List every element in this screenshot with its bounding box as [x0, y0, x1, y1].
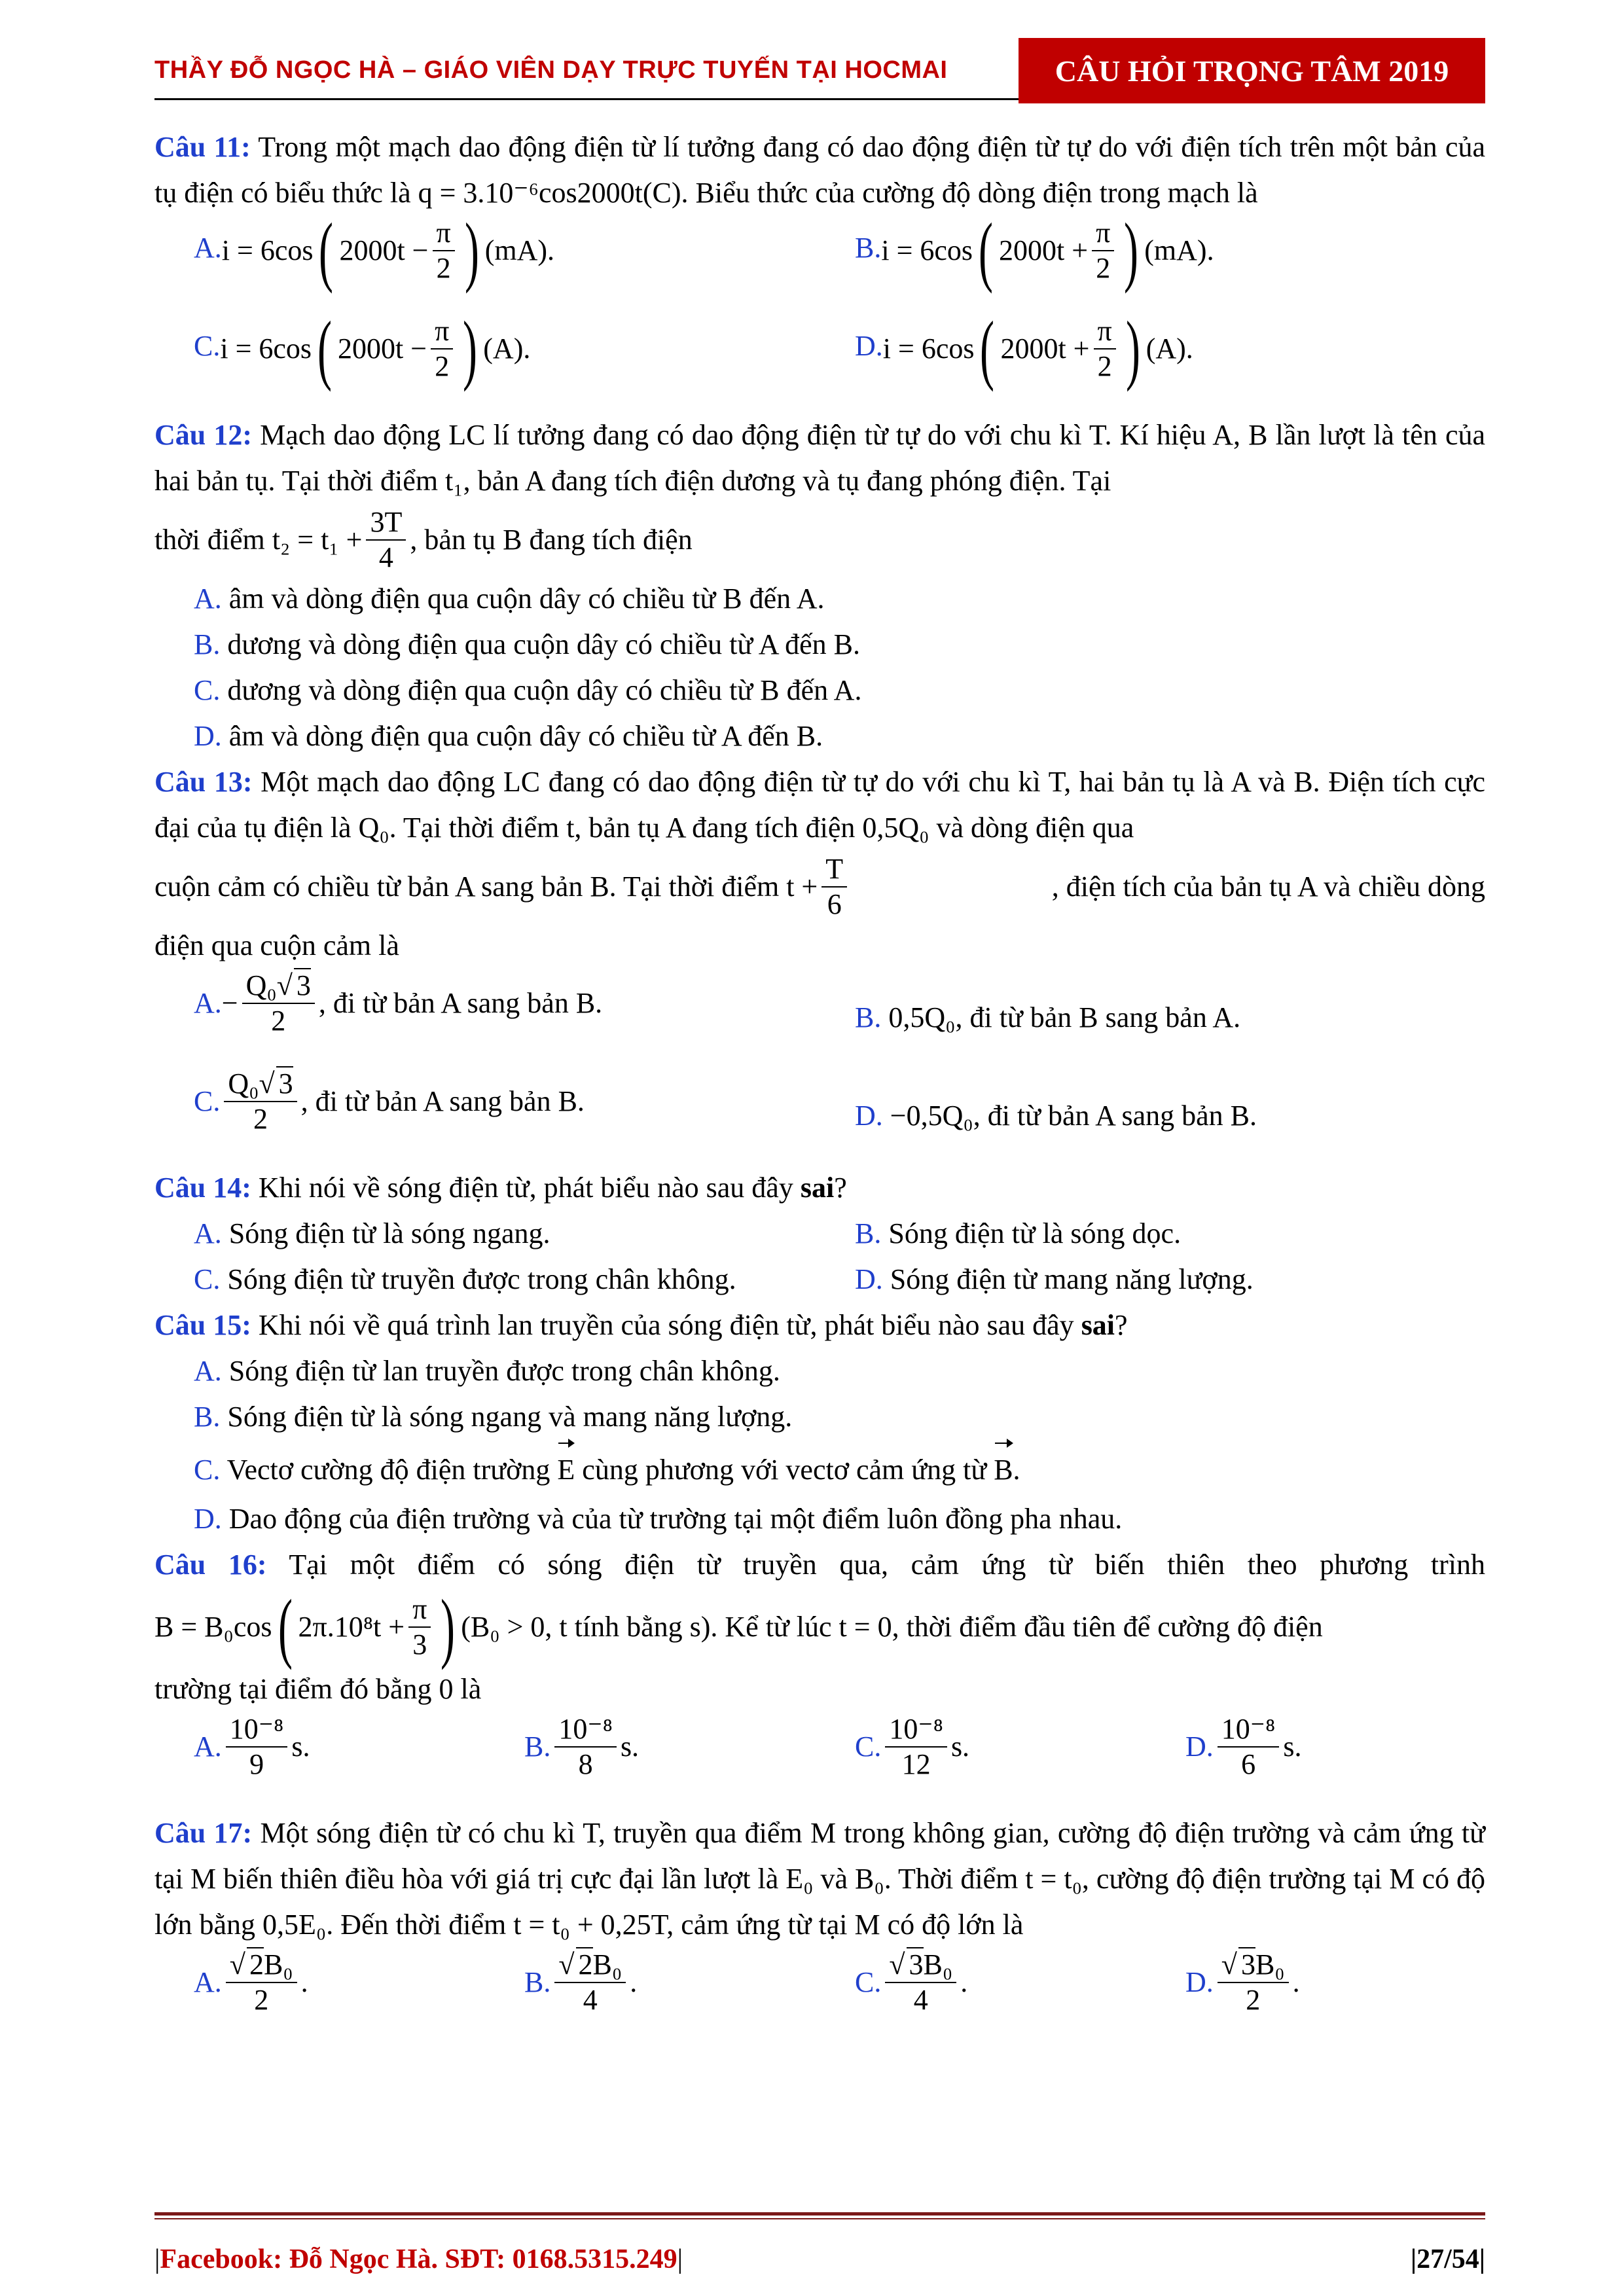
option-c — [154, 668, 1485, 713]
denominator: 4 — [378, 541, 393, 573]
paren-open: ( — [980, 305, 995, 392]
option-label: C. — [194, 1085, 221, 1117]
fraction — [1218, 1712, 1280, 1782]
option-text: Sóng điện từ mang năng lượng. — [882, 1263, 1254, 1295]
question-text: Trong một mạch dao động điện từ lí tưởng đang có dao động điện từ tự do với điện tích trên một bản của tụ điện có biểu thức là q = 3.10⁻⁶cos2000t(C). Biểu thức của cường độ dòng điện trong mạch là — [154, 131, 1485, 209]
option-d — [1185, 1712, 1301, 1782]
formula-end: . — [960, 1966, 968, 1998]
fraction — [1092, 216, 1114, 285]
question-14-stem — [154, 1165, 1485, 1211]
option-label: B. — [524, 1966, 551, 1998]
header-underline — [154, 98, 1019, 100]
option-label: C. — [194, 1454, 221, 1486]
question-text: , điện tích của bản tụ A và chiều dòng — [1051, 870, 1485, 903]
formula-end: . — [300, 1966, 308, 1998]
denominator: 3 — [412, 1628, 427, 1660]
paren-close: ) — [464, 207, 479, 294]
option-b — [855, 995, 1240, 1041]
numerator: 10⁻⁸ — [1218, 1712, 1280, 1748]
formula-end: . — [523, 332, 531, 365]
radicand: 3 — [907, 1947, 924, 1981]
numerator-part: B₀ — [923, 1948, 953, 1981]
denominator: 6 — [1241, 1748, 1256, 1780]
question-text: Một sóng điện từ có chu kì T, truyền qua điểm M trong không gian, cường độ điện trường và cảm ứng từ tại M biến thiên điều hòa với giá trị cực đại lần lượt là E₀ và B₀. Thời điểm t = t₀, cường độ điện trường tại M có độ lớn bằng 0,5E₀. Đến thời điểm t = t₀ + 0,25T, cảm ứng từ tại M có độ lớn là — [154, 1817, 1485, 1941]
option-label: C. — [194, 674, 221, 706]
question-text: trường tại điểm đó bằng 0 là — [154, 1673, 482, 1705]
numerator: π — [1094, 314, 1116, 350]
formula-end: . — [547, 234, 554, 266]
question-16-stem — [154, 1542, 1485, 1588]
formula-unit: (mA) — [484, 234, 547, 266]
paren-open: ( — [979, 207, 994, 294]
formula-text: cuộn cảm có chiều từ bản A sang bản B. Tại thời điểm t + — [154, 870, 818, 903]
numerator: 10⁻⁸ — [885, 1712, 947, 1748]
fraction — [885, 1712, 947, 1782]
option-b — [855, 1211, 1181, 1257]
denominator: 2 — [254, 1984, 269, 2016]
option-b — [524, 1712, 639, 1782]
numerator-part: B₀ — [1255, 1948, 1285, 1981]
question-text: ? — [834, 1172, 847, 1204]
footer-contact-text: Facebook: Đỗ Ngọc Hà. SĐT: 0168.5315.249 — [160, 2244, 677, 2274]
question-text: điện qua cuộn cảm là — [154, 929, 399, 961]
option-d — [855, 1093, 1257, 1139]
numerator: √ 3B₀ — [885, 1948, 956, 1983]
option-a — [194, 1948, 308, 2017]
formula-text: 2π.10⁸t + — [298, 1611, 405, 1643]
option-label: A. — [194, 1966, 222, 1998]
formula-text: 2000t − — [338, 332, 427, 365]
footer-separator: | — [1410, 2244, 1417, 2274]
formula-end: . — [1206, 234, 1214, 266]
question-label: Câu 16: — [154, 1549, 267, 1581]
fraction — [821, 852, 847, 922]
numerator: π — [433, 216, 455, 251]
option-unit: s. — [950, 1731, 970, 1763]
formula-unit: (A) — [1146, 332, 1186, 365]
denominator: 2 — [1097, 350, 1112, 382]
option-label: D. — [194, 720, 222, 752]
option-label: C. — [194, 1263, 221, 1295]
footer-contact — [154, 2244, 683, 2275]
fraction — [554, 1948, 626, 2017]
question-16-line2 — [154, 1583, 1485, 1670]
option-d — [154, 1496, 1485, 1542]
option-text: Sóng điện từ là sóng ngang. — [221, 1217, 550, 1249]
radicand: 2 — [247, 1947, 264, 1981]
footer-rule-thick — [154, 2212, 1485, 2215]
formula-text: B = B₀cos — [154, 1611, 272, 1643]
formula-sign: − — [221, 987, 238, 1019]
radicand: 2 — [576, 1947, 593, 1981]
question-label: Câu 17: — [154, 1817, 253, 1849]
question-12-line3 — [154, 504, 1485, 576]
footer-separator: | — [677, 2244, 683, 2274]
options-row — [154, 1948, 1485, 2046]
option-label: A. — [194, 583, 222, 615]
option-unit: s. — [1283, 1731, 1302, 1763]
formula-text: 2000t + — [1000, 332, 1090, 365]
option-d — [1185, 1948, 1300, 2017]
radicand: 3 — [1238, 1947, 1255, 1981]
option-label: A. — [194, 1355, 222, 1387]
option-b — [855, 207, 1214, 294]
emphasis-text: sai — [1081, 1309, 1115, 1341]
option-text: Dao động của điện trường và của từ trường tại một điểm luôn đồng pha nhau. — [221, 1503, 1123, 1535]
option-label: A. — [194, 987, 222, 1019]
radicand: 3 — [294, 968, 311, 1001]
fraction — [226, 1712, 288, 1782]
radicand: 3 — [276, 1066, 293, 1100]
fraction — [226, 1948, 297, 2017]
formula-end: . — [1185, 332, 1193, 365]
fraction — [1218, 1948, 1289, 2017]
option-unit: s. — [291, 1731, 310, 1763]
formula-unit: (mA) — [1144, 234, 1207, 266]
formula-end: . — [630, 1966, 638, 1998]
page-number-text: 27/54 — [1416, 2244, 1479, 2274]
option-text: dương và dòng điện qua cuộn dây có chiều từ B đến A. — [220, 674, 862, 706]
formula-text: 2000t − — [339, 234, 429, 266]
denominator: 2 — [1246, 1984, 1261, 2016]
option-text: −0,5Q₀, đi từ bản A sang bản B. — [882, 1100, 1257, 1132]
denominator: 2 — [436, 252, 451, 284]
option-text: , đi từ bản A sang bản B. — [300, 1085, 585, 1117]
numerator-part: Q₀ — [245, 969, 277, 1001]
option-b — [154, 622, 1485, 668]
option-a — [194, 1712, 310, 1782]
question-text: (B₀ > 0, t tính bằng s). Kể từ lúc t = 0, thời điểm đầu tiên để cường độ điện — [461, 1611, 1323, 1643]
paren-open: ( — [319, 207, 334, 294]
numerator: 3T — [366, 505, 406, 541]
question-17-stem — [154, 1810, 1485, 1948]
option-b — [154, 1394, 1485, 1440]
option-label: C. — [855, 1731, 882, 1763]
numerator: 10⁻⁸ — [554, 1712, 617, 1748]
question-text: ? — [1115, 1309, 1128, 1341]
vector-b: B — [994, 1440, 1013, 1496]
option-label: B. — [855, 232, 882, 264]
paren-close: ) — [1125, 305, 1140, 392]
numerator-part: B₀ — [592, 1948, 623, 1981]
option-text: Vectơ cường độ điện trường — [220, 1454, 558, 1486]
option-label: B. — [524, 1731, 551, 1763]
numerator: π — [431, 314, 453, 350]
option-text: âm và dòng điện qua cuộn dây có chiều từ A đến B. — [221, 720, 823, 752]
option-label: B. — [855, 1001, 882, 1033]
option-a — [194, 969, 602, 1038]
paren-open: ( — [278, 1583, 293, 1670]
option-c — [855, 1948, 967, 2017]
option-a — [194, 207, 554, 294]
option-d — [855, 1257, 1254, 1302]
question-label: Câu 13: — [154, 766, 253, 798]
formula-text: i = 6cos — [221, 234, 314, 266]
numerator: √ 3B₀ — [1218, 1948, 1289, 1983]
option-text: âm và dòng điện qua cuộn dây có chiều từ B đến A. — [221, 583, 825, 615]
option-c — [194, 1067, 585, 1136]
question-15-stem — [154, 1302, 1485, 1348]
numerator: π — [1092, 216, 1114, 251]
option-label: A. — [194, 232, 222, 264]
fraction — [885, 1948, 956, 2017]
question-13-stem — [154, 759, 1485, 851]
denominator: 2 — [1096, 252, 1111, 284]
question-text: Khi nói về sóng điện từ, phát biểu nào sau đây — [251, 1172, 801, 1204]
option-label: B. — [194, 1401, 221, 1433]
option-unit: s. — [620, 1731, 640, 1763]
options-row — [154, 1712, 1485, 1810]
numerator: Q₀√ 3 — [242, 969, 315, 1004]
document-content — [154, 124, 1485, 2046]
question-label: Câu 12: — [154, 419, 253, 451]
question-label: Câu 15: — [154, 1309, 251, 1341]
options-row — [154, 1067, 1485, 1165]
question-label: Câu 11: — [154, 131, 251, 163]
question-12 — [154, 412, 1485, 759]
question-text: Khi nói về quá trình lan truyền của sóng điện từ, phát biểu nào sau đây — [251, 1309, 1081, 1341]
fraction — [431, 314, 453, 384]
denominator: 9 — [249, 1748, 264, 1780]
fraction — [366, 505, 406, 575]
denominator: 6 — [827, 888, 842, 920]
option-a — [194, 1211, 550, 1257]
denominator: 2 — [253, 1103, 268, 1135]
option-label: A. — [194, 1731, 222, 1763]
options-row — [154, 1211, 1485, 1257]
option-label: D. — [855, 1100, 883, 1132]
fraction — [242, 969, 315, 1038]
question-13 — [154, 759, 1485, 1165]
option-label: D. — [855, 330, 883, 363]
denominator: 2 — [435, 350, 450, 382]
option-c — [194, 1257, 736, 1302]
formula-text: i = 6cos — [882, 332, 975, 365]
option-text: Sóng điện từ truyền được trong chân không. — [220, 1263, 736, 1295]
option-text: 0,5Q₀, đi từ bản B sang bản A. — [881, 1001, 1241, 1033]
options-row — [154, 969, 1485, 1067]
page-number — [1411, 2244, 1485, 2275]
question-17 — [154, 1810, 1485, 2046]
question-11-stem — [154, 124, 1485, 216]
option-label: B. — [194, 628, 221, 660]
paren-close: ) — [463, 305, 478, 392]
options-row — [154, 207, 1485, 314]
option-text: Sóng điện từ là sóng dọc. — [881, 1217, 1182, 1249]
numerator: √ 2B₀ — [226, 1948, 297, 1983]
option-d — [154, 713, 1485, 759]
option-b — [524, 1948, 637, 2017]
question-label: Câu 14: — [154, 1172, 251, 1204]
option-c — [154, 1440, 1485, 1496]
formula-text: i = 6cos — [881, 234, 973, 266]
option-label: D. — [1185, 1966, 1214, 1998]
numerator-part: B₀ — [263, 1948, 293, 1981]
numerator: 10⁻⁸ — [226, 1712, 288, 1748]
numerator: √ 2B₀ — [554, 1948, 626, 1983]
option-c — [855, 1712, 969, 1782]
denominator: 2 — [271, 1005, 286, 1037]
numerator: Q₀√ 3 — [224, 1067, 297, 1102]
option-text: Sóng điện từ là sóng ngang và mang năng lượng. — [220, 1401, 793, 1433]
numerator-part: Q₀ — [228, 1067, 259, 1100]
question-14 — [154, 1165, 1485, 1302]
fraction — [1094, 314, 1116, 384]
option-d — [855, 305, 1193, 392]
page-header — [154, 38, 1485, 106]
numerator: π — [408, 1592, 431, 1628]
fraction — [408, 1592, 431, 1662]
question-12-stem — [154, 412, 1485, 504]
formula-text: 2000t + — [999, 234, 1089, 266]
vector-e: E — [557, 1440, 575, 1496]
option-text: cùng phương với vectơ cảm ứng từ — [575, 1454, 994, 1486]
fraction — [224, 1067, 297, 1136]
option-label: C. — [855, 1966, 882, 1998]
header-author: THẦY ĐỖ NGỌC HÀ – GIÁO VIÊN DẠY TRỰC TUYẾN TẠI HOCMAI — [154, 56, 948, 84]
option-text: , đi từ bản A sang bản B. — [318, 987, 603, 1019]
question-16 — [154, 1542, 1485, 1810]
emphasis-text: sai — [800, 1172, 835, 1204]
paren-close: ) — [441, 1583, 456, 1670]
option-a — [154, 1348, 1485, 1394]
paren-open: ( — [317, 305, 333, 392]
header-title-badge: CÂU HỎI TRỌNG TÂM 2019 — [1019, 38, 1485, 103]
option-label: D. — [194, 1503, 222, 1535]
options-row — [154, 305, 1485, 412]
fraction — [433, 216, 455, 285]
question-text: Một mạch dao động LC đang có dao động điện từ tự do với chu kì T, hai bản tụ là A và B. Điện tích cực đại của tụ điện là Q₀. Tại thời điểm t, bản tụ A đang tích điện 0,5Q₀ và dòng điện qua — [154, 766, 1485, 844]
option-text: dương và dòng điện qua cuộn dây có chiều từ A đến B. — [220, 628, 861, 660]
option-c — [194, 305, 531, 392]
question-text: Mạch dao động LC lí tưởng đang có dao động điện từ tự do với chu kì T. Kí hiệu A, B lần lượt là tên của hai bản tụ. Tại thời điểm t₁, bản A đang tích điện dương và tụ đang phóng điện. Tại — [154, 419, 1485, 497]
option-label: C. — [194, 330, 221, 363]
formula-text: thời điểm t₂ = t₁ + — [154, 524, 363, 556]
formula-text: i = 6cos — [220, 332, 312, 365]
formula-end: . — [1292, 1966, 1300, 1998]
option-a — [154, 576, 1485, 622]
option-text: . — [1013, 1454, 1020, 1486]
footer-rule-thin — [154, 2218, 1485, 2219]
denominator: 4 — [583, 1984, 598, 2016]
option-label: D. — [1185, 1731, 1214, 1763]
question-13-line3 — [154, 851, 1485, 923]
denominator: 8 — [578, 1748, 593, 1780]
paren-close: ) — [1124, 207, 1139, 294]
option-label: D. — [855, 1263, 883, 1295]
question-15 — [154, 1302, 1485, 1542]
footer-separator: | — [1479, 2244, 1485, 2274]
denominator: 4 — [913, 1984, 928, 2016]
question-text: Tại một điểm có sóng điện từ truyền qua, cảm ứng từ biến thiên theo phương trình — [266, 1549, 1485, 1581]
question-text: , bản tụ B đang tích điện — [410, 524, 693, 556]
denominator: 12 — [901, 1748, 931, 1780]
option-text: Sóng điện từ lan truyền được trong chân không. — [221, 1355, 780, 1387]
option-label: B. — [855, 1217, 882, 1249]
footer-separator: | — [154, 2244, 160, 2274]
formula-unit: (A) — [483, 332, 524, 365]
option-label: A. — [194, 1217, 222, 1249]
question-11 — [154, 124, 1485, 412]
options-row — [154, 1257, 1485, 1302]
fraction — [554, 1712, 617, 1782]
numerator: T — [821, 852, 847, 888]
